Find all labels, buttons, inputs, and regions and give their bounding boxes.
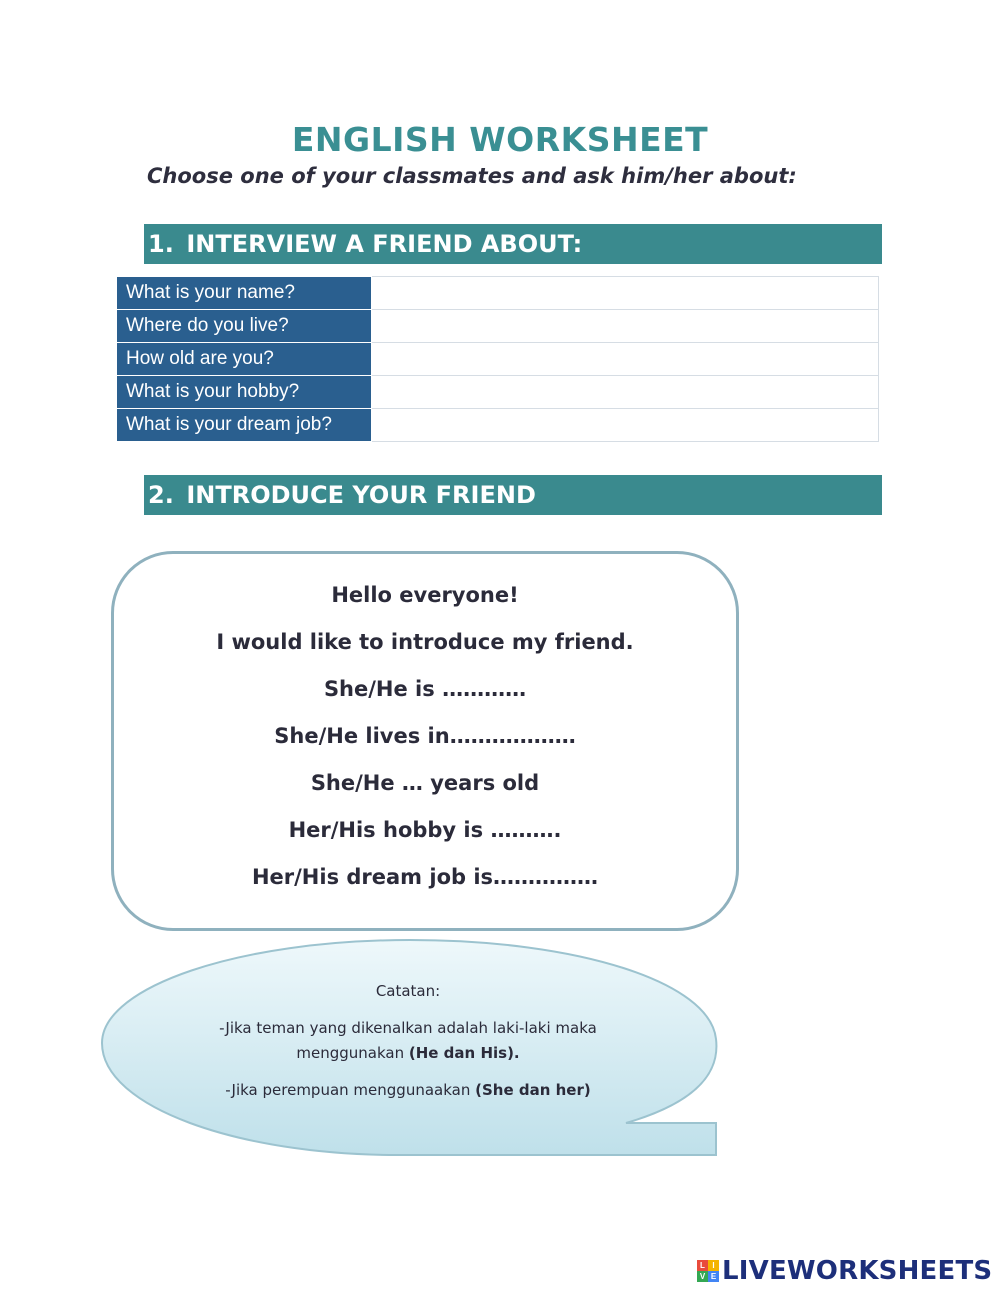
answer-live-field[interactable] bbox=[372, 310, 879, 343]
table-row bbox=[117, 343, 879, 376]
section-2-number: 2. bbox=[148, 481, 174, 509]
logo-letter: V bbox=[697, 1271, 708, 1282]
note-line-1-cont: menggunakan bbox=[296, 1044, 409, 1062]
intro-line: She/He … years old bbox=[310, 771, 540, 795]
table-row bbox=[117, 277, 879, 310]
section-2-title: INTRODUCE YOUR FRIEND bbox=[186, 481, 536, 509]
question-hobby: What is your hobby? bbox=[117, 376, 372, 409]
question-name: What is your name? bbox=[117, 277, 372, 310]
intro-line: She/He is ………… bbox=[323, 677, 527, 701]
logo-letter: I bbox=[708, 1260, 719, 1271]
intro-line: Her/His dream job is…………… bbox=[251, 865, 599, 889]
intro-line: I would like to introduce my friend. bbox=[216, 630, 634, 654]
note-line-2-bold: (She dan her) bbox=[475, 1081, 591, 1099]
note-line-1-bold: (He dan His). bbox=[408, 1044, 520, 1062]
worksheet-subtitle: Choose one of your classmates and ask him/her about: bbox=[147, 164, 797, 188]
note-callout bbox=[98, 937, 723, 1162]
answer-name-field[interactable] bbox=[372, 277, 879, 310]
answer-hobby-field[interactable] bbox=[372, 376, 879, 409]
section-1-header bbox=[144, 224, 882, 264]
section-1-number: 1. bbox=[148, 230, 174, 258]
interview-table bbox=[116, 276, 879, 442]
table-row bbox=[117, 409, 879, 442]
intro-line: Her/His hobby is ………. bbox=[288, 818, 562, 842]
logo-text: LIVEWORKSHEETS bbox=[722, 1256, 993, 1286]
section-1-title: INTERVIEW A FRIEND ABOUT: bbox=[186, 230, 583, 258]
intro-line: She/He lives in……………… bbox=[274, 724, 576, 748]
logo-mark-icon bbox=[697, 1260, 719, 1282]
worksheet-title: ENGLISH WORKSHEET bbox=[291, 120, 709, 159]
logo-letter: L bbox=[697, 1260, 708, 1271]
section-2-header bbox=[144, 475, 882, 515]
question-age: How old are you? bbox=[117, 343, 372, 376]
logo-letter: E bbox=[708, 1271, 719, 1282]
table-row bbox=[117, 310, 879, 343]
note-heading: Catatan: bbox=[375, 982, 441, 1000]
question-live: Where do you live? bbox=[117, 310, 372, 343]
note-line-2: -Jika perempuan menggunaakan bbox=[225, 1081, 476, 1099]
answer-age-field[interactable] bbox=[372, 343, 879, 376]
answer-dream-job-field[interactable] bbox=[372, 409, 879, 442]
intro-line: Hello everyone! bbox=[331, 583, 519, 607]
question-dream-job: What is your dream job? bbox=[117, 409, 372, 442]
introduction-bubble bbox=[111, 551, 739, 931]
note-line-1: -Jika teman yang dikenalkan adalah laki-laki maka bbox=[219, 1019, 597, 1037]
liveworksheets-logo bbox=[697, 1256, 992, 1286]
table-row bbox=[117, 376, 879, 409]
